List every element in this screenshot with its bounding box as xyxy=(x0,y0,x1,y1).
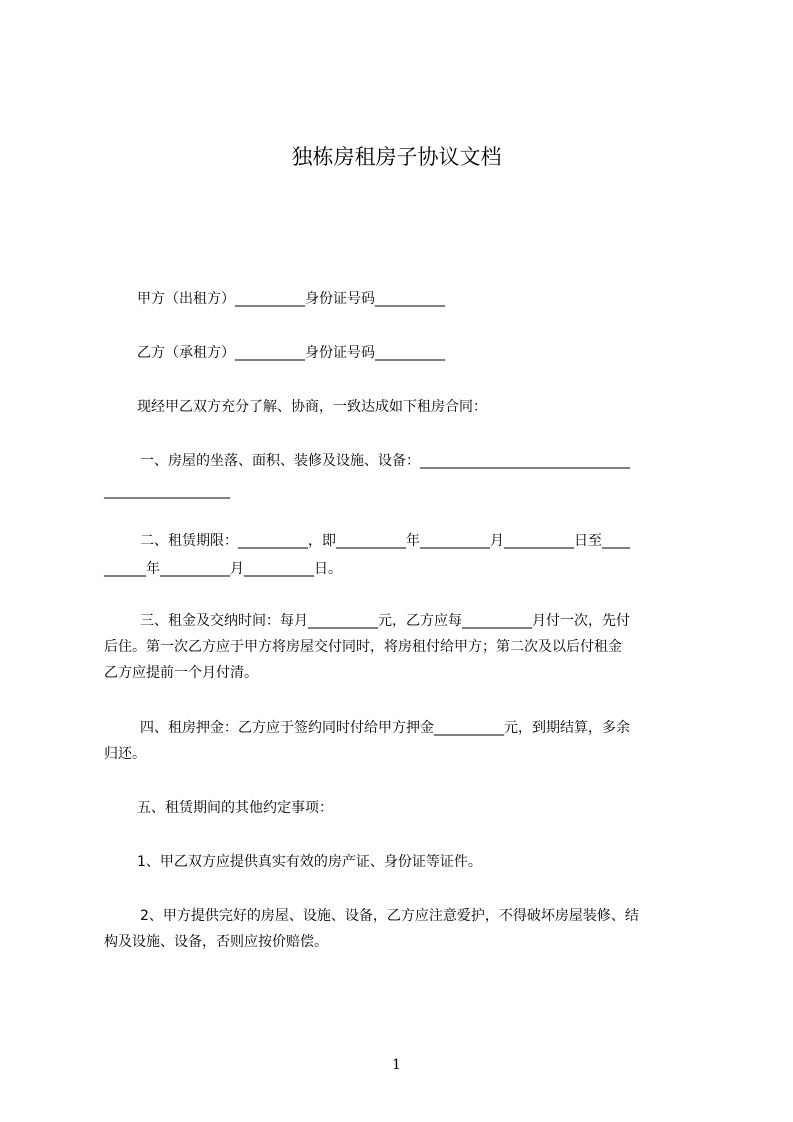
clause-4-line-1: 四、租房押金：乙方应于签约同时付给甲方押金__________元，到期结算，多余 xyxy=(140,720,630,736)
clause-4-line-2: 归还。 xyxy=(104,746,146,762)
clause-2-line-2: ______年__________月__________日。 xyxy=(104,561,342,577)
clause-5-item-1: 1、甲乙双方应提供真实有效的房产证、身份证等证件。 xyxy=(137,854,482,870)
clause-5-item-2-line-1: 2、甲方提供完好的房屋、设施、设备，乙方应注意爱护，不得破坏房屋装修、结 xyxy=(140,908,639,924)
party-a-line: 甲方（出租方）__________身份证号码__________ xyxy=(137,291,445,307)
document-title: 独栋房租房子协议文档 xyxy=(291,145,502,169)
clause-1-line-2: __________________ xyxy=(104,483,230,499)
clause-3-line-2: 后住。第一次乙方应于甲方将房屋交付同时，将房租付给甲方；第二次及以后付租金 xyxy=(104,639,622,655)
clause-5-heading: 五、租赁期间的其他约定事项： xyxy=(137,800,333,816)
clause-5-item-2-line-2: 构及设施、设备，否则应按价赔偿。 xyxy=(104,934,328,950)
clause-3-line-3: 乙方应提前一个月付清。 xyxy=(104,665,258,681)
page-number: 1 xyxy=(392,1057,401,1073)
clause-3-line-1: 三、租金及交纳时间：每月__________元，乙方应每__________月付一次，先付 xyxy=(140,613,630,629)
clause-2-line-1: 二、租赁期限：__________，即__________年__________月__________日至____ xyxy=(140,533,630,549)
clause-1-line-1: 一、房屋的坐落、面积、装修及设施、设备：______________________________ xyxy=(140,453,630,469)
intro-paragraph: 现经甲乙双方充分了解、协商，一致达成如下租房合同： xyxy=(137,399,487,415)
party-b-line: 乙方（承租方）__________身份证号码__________ xyxy=(137,345,445,361)
